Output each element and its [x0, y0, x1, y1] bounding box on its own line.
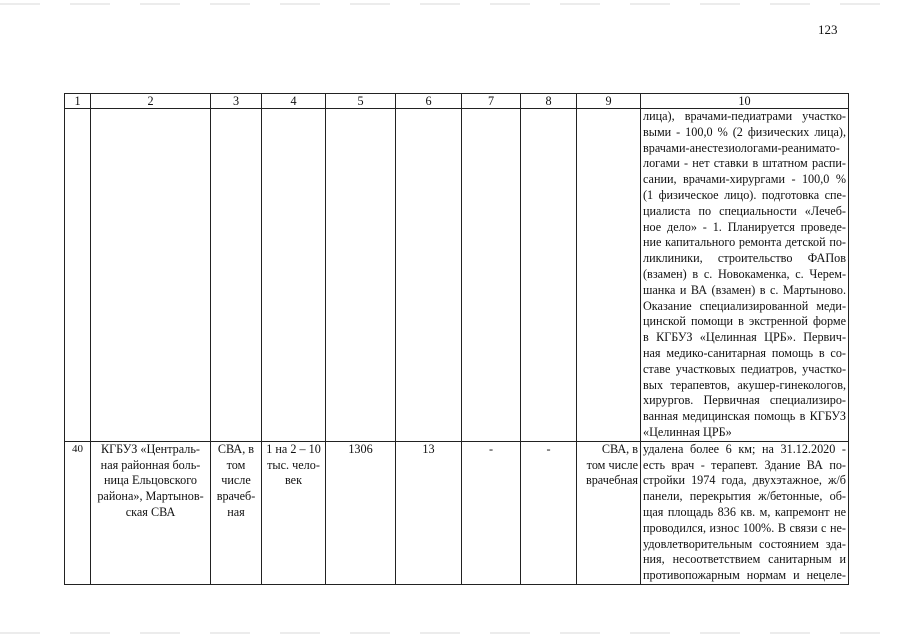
text-line: проводился, износ 100%. В связи с не- [643, 520, 846, 535]
text-line: ния, несоответствием санитарным и [643, 552, 846, 567]
norm-cell: 1 на 2 – 10 тыс. чело- век [262, 441, 326, 584]
facility-type-cell: СВА, в том числе врачеб- ная [211, 441, 262, 584]
text-line: ние капитального ремонта детской по- [643, 235, 846, 250]
text-line: циалиста по специальности «Лечеб- [643, 203, 846, 218]
text-line: щая площадь 836 кв. м, капремонт не [643, 504, 846, 519]
header-cell: 4 [262, 94, 326, 109]
header-cell: 7 [462, 94, 521, 109]
page-number: 123 [818, 22, 838, 37]
text-line: противопожарным нормам и нецеле- [643, 568, 846, 583]
scan-noise-bottom [0, 632, 905, 634]
text-line: «Целинная ЦРБ» [643, 424, 732, 439]
text-line: (1 физическое лицо). подготовка спе- [643, 187, 846, 202]
continuation-row [65, 109, 849, 442]
col7-cell: - [462, 441, 521, 584]
description-cell [641, 441, 849, 584]
description-cell [641, 109, 849, 442]
organization-cell: КГБУЗ «Централь- ная районная боль- ница Ельцовского района», Мартынов- ская СВА [91, 441, 211, 584]
text-line: удовлетворительным состоянием зда- [643, 536, 846, 551]
text-line: врачами-анестезиологами-реанимато- [643, 140, 840, 155]
text-line: ставе участковых педиатров, участко- [643, 361, 846, 376]
text-line: ванная медицинская помощь в КГБУЗ [643, 409, 846, 424]
text-line: хирургов. Первичная специализиро- [643, 393, 846, 408]
scan-noise-top [0, 3, 905, 5]
text-line: удалена более 6 км; на 31.12.2020 - [643, 441, 846, 456]
text-line: лица), врачами-педиатрами участко- [643, 109, 846, 123]
header-cell: 1 [65, 94, 91, 109]
text-line: есть врач - терапевт. Здание ВА по- [643, 457, 846, 472]
population-cell: 1306 [326, 441, 396, 584]
header-cell: 5 [326, 94, 396, 109]
column-number-header [65, 94, 849, 109]
header-cell: 2 [91, 94, 211, 109]
header-cell: 10 [641, 94, 849, 109]
text-line: выми - 100,0 % (2 физических лица), [643, 124, 846, 139]
text-line: вых терапевтов, акушер-гинекологов, [643, 377, 846, 392]
distance-cell: 13 [396, 441, 462, 584]
text-line: ликлиники, строительство ФАПов [643, 251, 846, 266]
existing-facility-cell: СВА, в том числе врачебная [577, 441, 641, 584]
text-line: стройки 1974 года, двухэтажное, ж/б [643, 473, 846, 488]
header-cell: 3 [211, 94, 262, 109]
text-line: шанка и ВА (взамен) в с. Мартыново. [643, 282, 846, 297]
text-line: Оказание специализированной меди- [643, 298, 846, 313]
text-line: (взамен) в с. Новокаменка, с. Черем- [643, 266, 846, 281]
data-table [64, 93, 849, 585]
text-line: ное дело» - 1. Планируется проведе- [643, 219, 846, 234]
text-line: логами - нет ставки в штатном распи- [643, 156, 846, 171]
header-cell: 6 [396, 94, 462, 109]
text-line: в КГБУЗ «Целинная ЦРБ». Первич- [643, 330, 846, 345]
text-line: ная медико-санитарная помощь в со- [643, 345, 846, 360]
row-number: 40 [65, 441, 91, 584]
header-cell: 8 [521, 94, 577, 109]
text-line: панели, перекрытия ж/бетонные, об- [643, 489, 846, 504]
col8-cell: - [521, 441, 577, 584]
text-line: цинской помощи в экстренной форме [643, 314, 846, 329]
table-row-40 [65, 441, 849, 584]
text-line: сании, врачами-хирургами - 100,0 % [643, 172, 846, 187]
header-cell: 9 [577, 94, 641, 109]
